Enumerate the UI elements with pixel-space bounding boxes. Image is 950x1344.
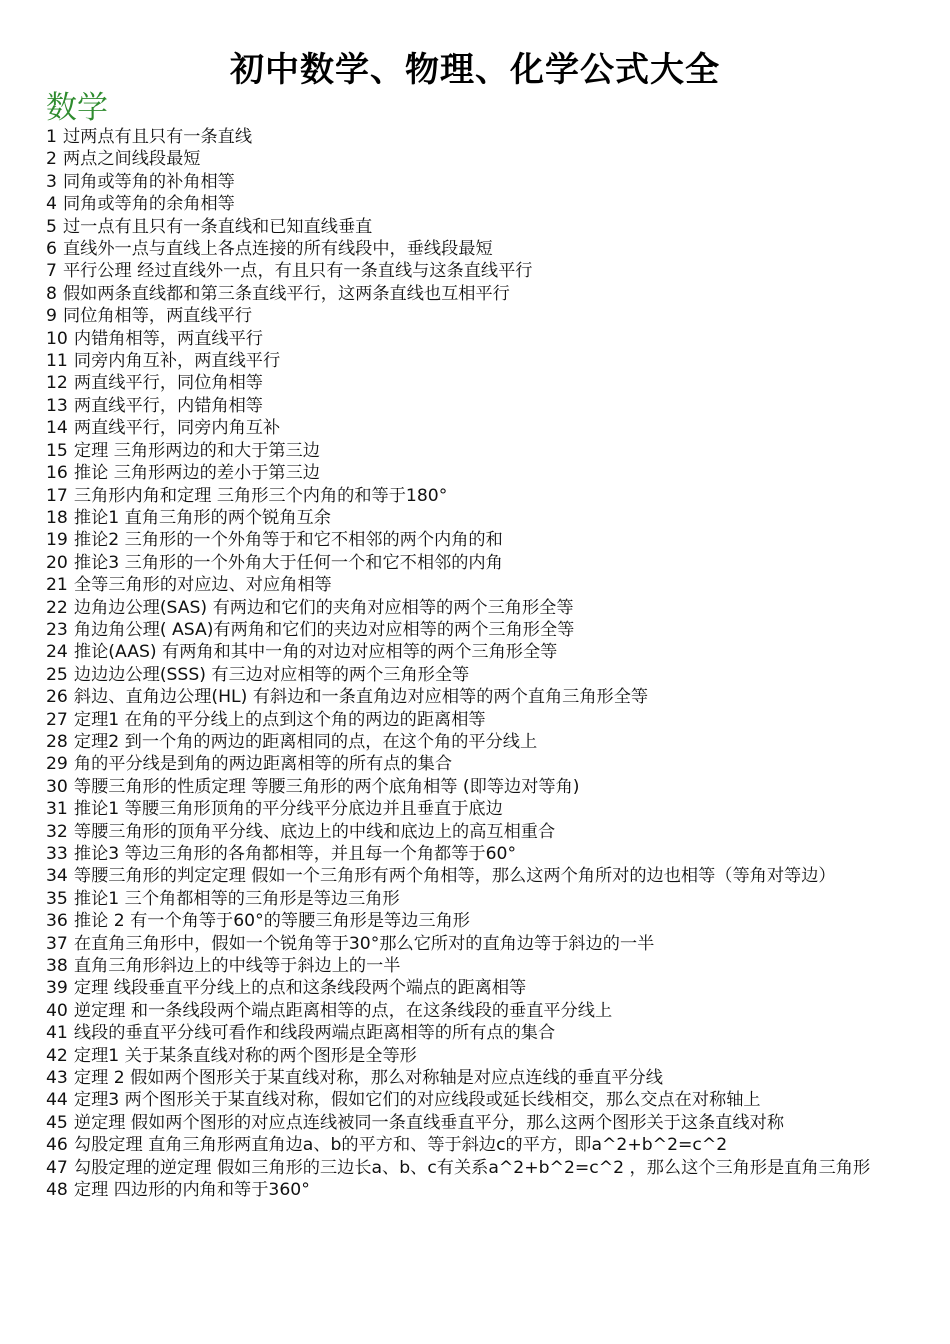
item-text: 内错角相等，两直线平行 (73, 328, 263, 349)
item-number: 25 (46, 664, 68, 685)
item-number: 31 (46, 799, 68, 820)
list-item (46, 597, 914, 619)
list-item (46, 193, 914, 215)
item-text: 角的平分线是到角的两边距离相等的所有点的集合 (73, 754, 453, 775)
item-number: 15 (46, 440, 68, 461)
item-number: 44 (46, 1090, 68, 1111)
item-text: 推论1 三个角都相等的三角形是等边三角形 (73, 888, 400, 909)
item-text: 全等三角形的对应边、对应角相等 (73, 575, 332, 596)
item-text: 假如两条直线都和第三条直线平行，这两条直线也互相平行 (62, 283, 510, 304)
list-item (46, 417, 914, 439)
list-item (46, 709, 914, 731)
list-item (46, 1157, 914, 1179)
list-item (46, 910, 914, 932)
item-text: 推论2 三角形的一个外角等于和它不相邻的两个内角的和 (73, 530, 503, 551)
list-item (46, 148, 914, 170)
list-item (46, 485, 914, 507)
list-item (46, 1179, 914, 1201)
item-number: 23 (46, 619, 68, 640)
list-item (46, 552, 914, 574)
item-number: 35 (46, 888, 68, 909)
item-text: 过两点有且只有一条直线 (62, 127, 253, 147)
item-text: 同角或等角的补角相等 (62, 171, 235, 192)
list-item (46, 260, 914, 282)
item-text: 推论(AAS) 有两角和其中一角的对边对应相等的两个三角形全等 (73, 642, 558, 663)
list-item (46, 126, 914, 148)
item-number: 47 (46, 1157, 68, 1178)
item-number: 9 (46, 306, 57, 327)
item-text: 三角形内角和定理 三角形三个内角的和等于180° (73, 485, 448, 506)
list-item (46, 798, 914, 820)
item-number: 45 (46, 1112, 68, 1133)
list-item (46, 686, 914, 708)
item-text: 两直线平行，同旁内角互补 (73, 418, 281, 439)
list-item (46, 238, 914, 260)
item-number: 8 (46, 283, 57, 304)
item-text: 勾股定理的逆定理 假如三角形的三边长a、b、c有关系a^2+b^2=c^2 ，那么这个三角形是直角三角形 (73, 1157, 871, 1178)
list-item (46, 1000, 914, 1022)
item-number: 2 (46, 149, 57, 170)
list-item (46, 574, 914, 596)
item-number: 14 (46, 418, 68, 439)
item-number: 13 (46, 395, 68, 416)
item-number: 27 (46, 709, 68, 730)
item-number: 39 (46, 978, 68, 999)
item-text: 逆定理 和一条线段两个端点距离相等的点，在这条线段的垂直平分线上 (73, 1000, 613, 1021)
item-number: 11 (46, 351, 68, 372)
item-text: 定理 四边形的内角和等于360° (73, 1180, 310, 1201)
list-item (46, 305, 914, 327)
item-text: 直线外一点与直线上各点连接的所有线段中，垂线段最短 (62, 239, 493, 260)
item-text: 直角三角形斜边上的中线等于斜边上的一半 (73, 956, 401, 977)
list-item (46, 395, 914, 417)
item-text: 线段的垂直平分线可看作和线段两端点距离相等的所有点的集合 (73, 1023, 556, 1044)
item-text: 推论 2 有一个角等于60°的等腰三角形是等边三角形 (73, 911, 470, 932)
list-item (46, 933, 914, 955)
item-text: 平行公理 经过直线外一点，有且只有一条直线与这条直线平行 (62, 261, 533, 282)
item-text: 定理1 关于某条直线对称的两个图形是全等形 (73, 1045, 417, 1066)
document-title: 初中数学、物理、化学公式大全 (230, 50, 720, 90)
item-number: 1 (46, 127, 57, 147)
item-number: 43 (46, 1068, 68, 1089)
item-text: 两直线平行，同位角相等 (73, 373, 263, 394)
list-item (46, 619, 914, 641)
list-item (46, 216, 914, 238)
item-text: 斜边、直角边公理(HL) 有斜边和一条直角边对应相等的两个直角三角形全等 (73, 687, 649, 708)
item-number: 46 (46, 1135, 68, 1156)
formula-list (46, 126, 914, 1202)
item-number: 30 (46, 776, 68, 797)
item-number: 7 (46, 261, 57, 282)
item-number: 29 (46, 754, 68, 775)
list-item (46, 1045, 914, 1067)
item-number: 33 (46, 844, 68, 864)
item-number: 36 (46, 911, 68, 932)
item-text: 两点之间线段最短 (62, 149, 201, 170)
item-text: 推论3 等边三角形的各角都相等，并且每一个角都等于60° (73, 844, 517, 864)
item-text: 勾股定理 直角三角形两直角边a、b的平方和、等于斜边c的平方，即a^2+b^2=c^2 (73, 1135, 728, 1156)
item-number: 24 (46, 642, 68, 663)
item-number: 6 (46, 239, 57, 260)
item-text: 等腰三角形的顶角平分线、底边上的中线和底边上的高互相重合 (73, 821, 556, 842)
item-text: 定理3 两个图形关于某直线对称，假如它们的对应线段或延长线相交，那么交点在对称轴上 (73, 1090, 761, 1111)
item-number: 19 (46, 530, 68, 551)
item-number: 21 (46, 575, 68, 596)
list-item (46, 821, 914, 843)
item-text: 角边角公理( ASA)有两角和它们的夹边对应相等的两个三角形全等 (73, 619, 575, 640)
list-item (46, 1134, 914, 1156)
item-number: 32 (46, 821, 68, 842)
item-text: 推论 三角形两边的差小于第三边 (73, 463, 320, 484)
item-text: 过一点有且只有一条直线和已知直线垂直 (62, 216, 373, 237)
item-text: 定理1 在角的平分线上的点到这个角的两边的距离相等 (73, 709, 486, 730)
item-text: 同位角相等，两直线平行 (62, 306, 253, 327)
item-number: 26 (46, 687, 68, 708)
list-item (46, 641, 914, 663)
list-item (46, 350, 914, 372)
item-number: 3 (46, 171, 57, 192)
list-item (46, 753, 914, 775)
list-item (46, 529, 914, 551)
item-text: 定理 三角形两边的和大于第三边 (73, 440, 320, 461)
list-item (46, 955, 914, 977)
item-text: 定理 2 假如两个图形关于某直线对称，那么对称轴是对应点连线的垂直平分线 (73, 1068, 663, 1089)
list-item (46, 462, 914, 484)
item-text: 等腰三角形的性质定理 等腰三角形的两个底角相等 (即等边对等角) (73, 776, 580, 797)
item-number: 20 (46, 552, 68, 573)
item-text: 边边边公理(SSS) 有三边对应相等的两个三角形全等 (73, 664, 470, 685)
list-item (46, 664, 914, 686)
item-text: 等腰三角形的判定定理 假如一个三角形有两个角相等，那么这两个角所对的边也相等（等角对等边） (73, 866, 836, 887)
item-text: 边角边公理(SAS) 有两边和它们的夹角对应相等的两个三角形全等 (73, 597, 574, 618)
list-item (46, 977, 914, 999)
item-number: 40 (46, 1000, 68, 1021)
item-text: 同旁内角互补，两直线平行 (73, 351, 281, 372)
item-number: 17 (46, 485, 68, 506)
item-number: 38 (46, 956, 68, 977)
item-text: 推论1 等腰三角形顶角的平分线平分底边并且垂直于底边 (73, 799, 503, 820)
item-number: 22 (46, 597, 68, 618)
list-item (46, 865, 914, 887)
item-number: 28 (46, 731, 68, 752)
item-text: 定理 线段垂直平分线上的点和这条线段两个端点的距离相等 (73, 978, 527, 999)
item-number: 41 (46, 1023, 68, 1044)
list-item (46, 1089, 914, 1111)
item-text: 逆定理 假如两个图形的对应点连线被同一条直线垂直平分，那么这两个图形关于这条直线对称 (73, 1112, 785, 1133)
list-item (46, 1067, 914, 1089)
item-text: 在直角三角形中，假如一个锐角等于30°那么它所对的直角边等于斜边的一半 (73, 933, 655, 954)
item-text: 定理2 到一个角的两边的距离相同的点，在这个角的平分线上 (73, 731, 538, 752)
list-item (46, 328, 914, 350)
item-number: 12 (46, 373, 68, 394)
list-item (46, 171, 914, 193)
list-item (46, 507, 914, 529)
section-heading-math: 数学 (46, 90, 108, 126)
item-number: 37 (46, 933, 68, 954)
item-text: 同角或等角的余角相等 (62, 194, 235, 215)
item-number: 10 (46, 328, 68, 349)
list-item (46, 1022, 914, 1044)
item-text: 两直线平行，内错角相等 (73, 395, 263, 416)
list-item (46, 1112, 914, 1134)
item-text: 推论1 直角三角形的两个锐角互余 (73, 507, 331, 528)
list-item (46, 776, 914, 798)
list-item (46, 888, 914, 910)
item-number: 16 (46, 463, 68, 484)
list-item (46, 283, 914, 305)
item-number: 18 (46, 507, 68, 528)
item-text: 推论3 三角形的一个外角大于任何一个和它不相邻的内角 (73, 552, 503, 573)
list-item (46, 731, 914, 753)
item-number: 42 (46, 1045, 68, 1066)
list-item (46, 440, 914, 462)
list-item (46, 372, 914, 394)
item-number: 48 (46, 1180, 68, 1201)
item-number: 34 (46, 866, 68, 887)
item-number: 4 (46, 194, 57, 215)
item-number: 5 (46, 216, 57, 237)
list-item (46, 843, 914, 865)
